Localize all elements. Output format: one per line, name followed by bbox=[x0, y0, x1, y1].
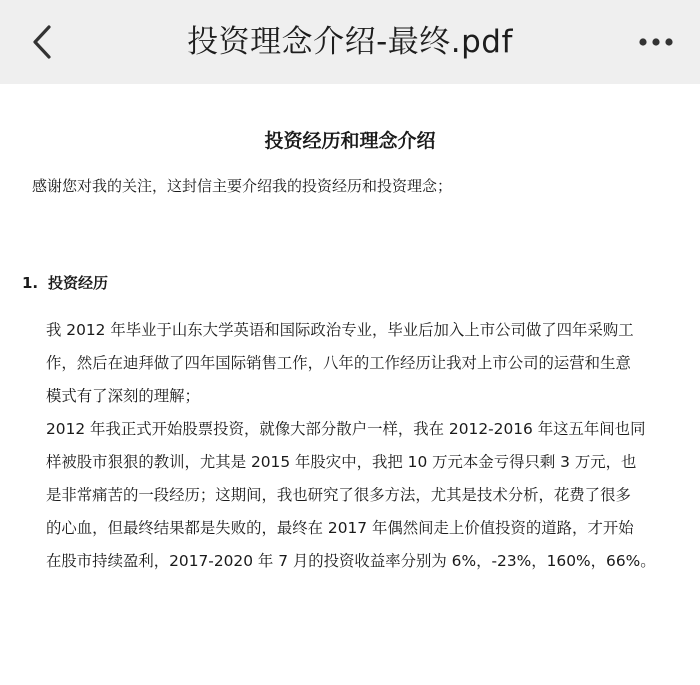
paragraph-line: 的心血，但最终结果都是失败的，最终在 2017 年偶然间走上价值投资的道路，才开始 bbox=[46, 519, 634, 537]
section-title: 投资经历 bbox=[48, 274, 109, 292]
paragraph-line: 是非常痛苦的一段经历；这期间，我也研究了很多方法，尤其是技术分析，花费了很多 bbox=[46, 486, 631, 504]
paragraph-line: 2012 年我正式开始股票投资，就像大部分散户一样，我在 2012-2016 年这五年间也同 bbox=[46, 420, 646, 438]
chevron-left-icon bbox=[31, 24, 53, 60]
paragraph-line: 我 2012 年毕业于山东大学英语和国际政治专业，毕业后加入上市公司做了四年采购工 bbox=[46, 321, 634, 339]
intro-paragraph: 感谢您对我的关注，这封信主要介绍我的投资经历和投资理念； bbox=[32, 177, 453, 195]
back-button[interactable] bbox=[22, 20, 62, 64]
paragraph-line: 作，然后在迪拜做了四年国际销售工作，八年的工作经历让我对上市公司的运营和生意 bbox=[46, 354, 631, 372]
section-heading bbox=[22, 272, 108, 293]
document-title: 投资理念介绍-最终.pdf bbox=[187, 24, 513, 60]
document-page bbox=[0, 84, 700, 685]
section-number: 1. bbox=[22, 274, 39, 292]
document-heading: 投资经历和理念介绍 bbox=[264, 130, 436, 152]
paragraph-line: 在股市持续盈利，2017-2020 年 7 月的投资收益率分别为 6%，-23%，160%，66%。 bbox=[46, 552, 656, 570]
more-button[interactable] bbox=[634, 26, 678, 58]
more-horizontal-icon bbox=[638, 37, 674, 47]
paragraph-line: 模式有了深刻的理解； bbox=[46, 387, 200, 405]
paragraph-line: 样被股市狠狠的教训，尤其是 2015 年股灾中，我把 10 万元本金亏得只剩 3 万元，也 bbox=[46, 453, 637, 471]
top-bar bbox=[0, 0, 700, 84]
